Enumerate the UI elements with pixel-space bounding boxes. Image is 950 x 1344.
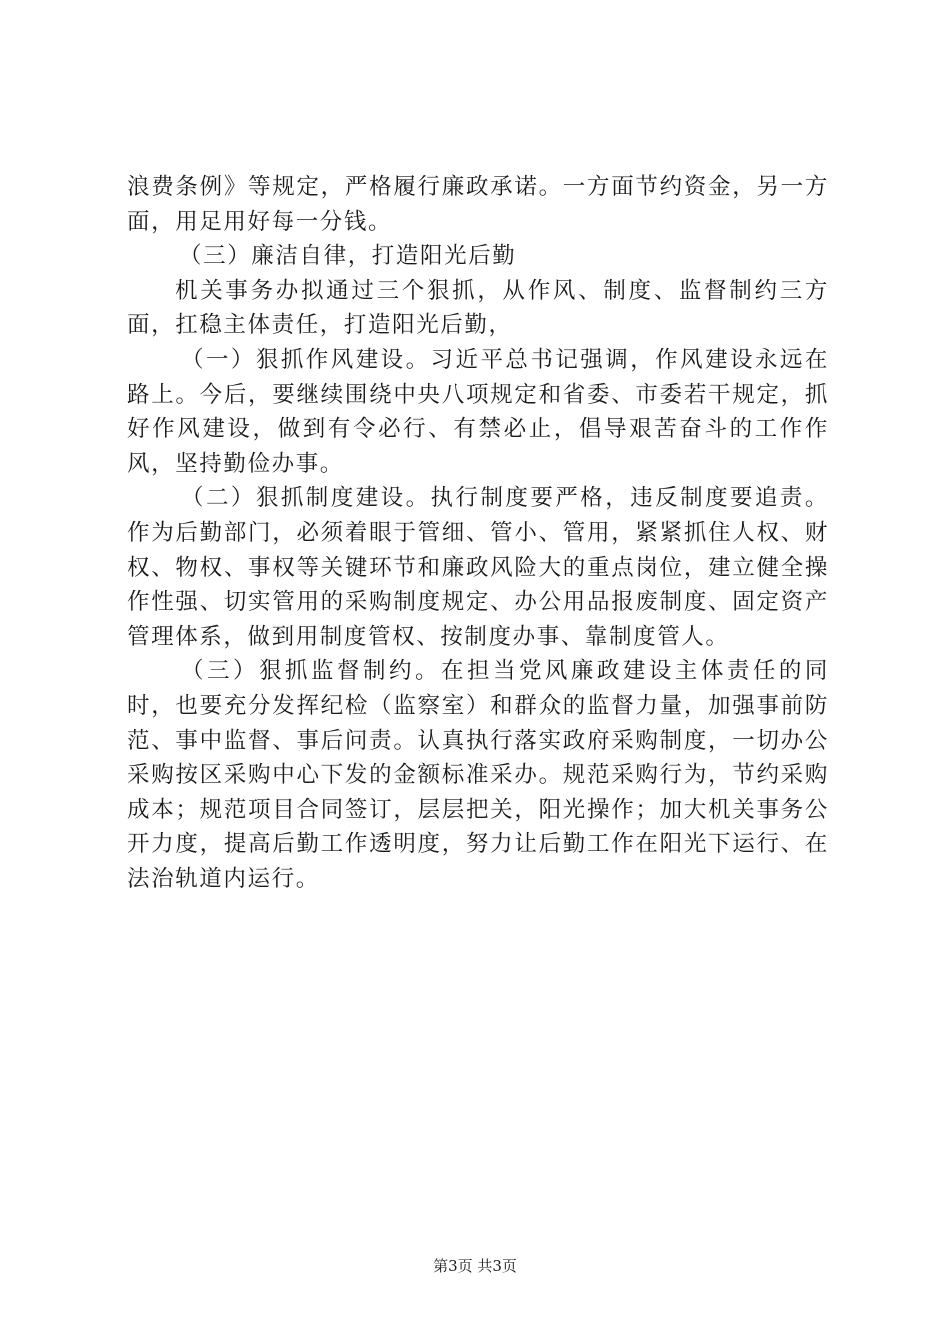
paragraph-item-three: （三）狠抓监督制约。在担当党风廉政建设主体责任的同时，也要充分发挥纪检（监察室）和群众的监督力量，加强事前防范、事中监督、事后问责。认真执行落实政府采购制度，一切办公采购按区采购中心下发的金额标准采办。规范采购行为，节约采购成本；规范项目合同签订，层层把关，阳光操作；加大机关事务公开力度，提高后勤工作透明度，努力让后勤工作在阳光下运行、在法治轨道内运行。 <box>127 658 829 892</box>
paragraph-intro: 机关事务办拟通过三个狠抓，从作风、制度、监督制约三方面，扛稳主体责任，打造阳光后勤， <box>127 277 829 339</box>
document-body <box>127 170 829 896</box>
paragraph-continuation: 浪费条例》等规定，严格履行廉政承诺。一方面节约资金，另一方面，用足用好每一分钱。 <box>127 174 829 235</box>
section-heading: （三）廉洁自律，打造阳光后勤 <box>179 243 517 270</box>
page-number-label: 第3页 共3页 <box>433 1257 517 1275</box>
page-footer <box>0 1255 950 1276</box>
paragraph-item-one: （一）狠抓作风建设。习近平总书记强调，作风建设永远在路上。今后，要继续围绕中央八项规定和省委、市委若干规定，抓好作风建设，做到有令必行、有禁必止，倡导艰苦奋斗的工作作风，坚持勤俭办事。 <box>127 346 829 477</box>
paragraph-item-two: （二）狠抓制度建设。执行制度要严格，违反制度要追责。作为后勤部门，必须着眼于管细、管小、管用，紧紧抓住人权、财权、物权、事权等关键环节和廉政风险大的重点岗位，建立健全操作性强、切实管用的采购制度规定、办公用品报废制度、固定资产管理体系，做到用制度管权、按制度办事、靠制度管人。 <box>127 485 829 650</box>
